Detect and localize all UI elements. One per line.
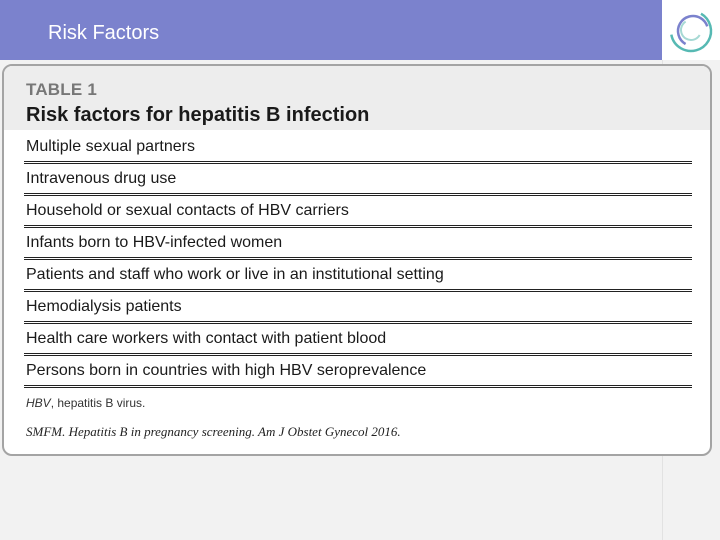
table-caption: Risk factors for hepatitis B infection	[26, 104, 370, 126]
table-row: Patients and staff who work or live in an institutional setting	[24, 260, 692, 292]
slide-background	[0, 458, 662, 540]
table-row: Intravenous drug use	[24, 164, 692, 196]
table-row: Persons born in countries with high HBV seroprevalence	[24, 356, 692, 388]
slide-title: Risk Factors	[48, 22, 160, 44]
table-row: Hemodialysis patients	[24, 292, 692, 324]
table-row: Multiple sexual partners	[24, 132, 692, 164]
table-image-panel	[2, 64, 712, 456]
footnote-abbreviation: HBV	[26, 396, 51, 410]
table-label: TABLE 1	[26, 80, 97, 99]
table-footnote	[26, 396, 145, 410]
table-row: Health care workers with contact with patient blood	[24, 324, 692, 356]
table-row: Infants born to HBV-infected women	[24, 228, 692, 260]
swirl-logo-icon	[662, 0, 720, 60]
slide-header	[0, 0, 662, 60]
table-source: SMFM. Hepatitis B in pregnancy screening. Am J Obstet Gynecol 2016.	[26, 424, 401, 439]
footnote-definition: , hepatitis B virus.	[50, 396, 146, 410]
table-row: Household or sexual contacts of HBV carriers	[24, 196, 692, 228]
logo	[662, 0, 720, 60]
risk-factor-list	[24, 132, 692, 388]
